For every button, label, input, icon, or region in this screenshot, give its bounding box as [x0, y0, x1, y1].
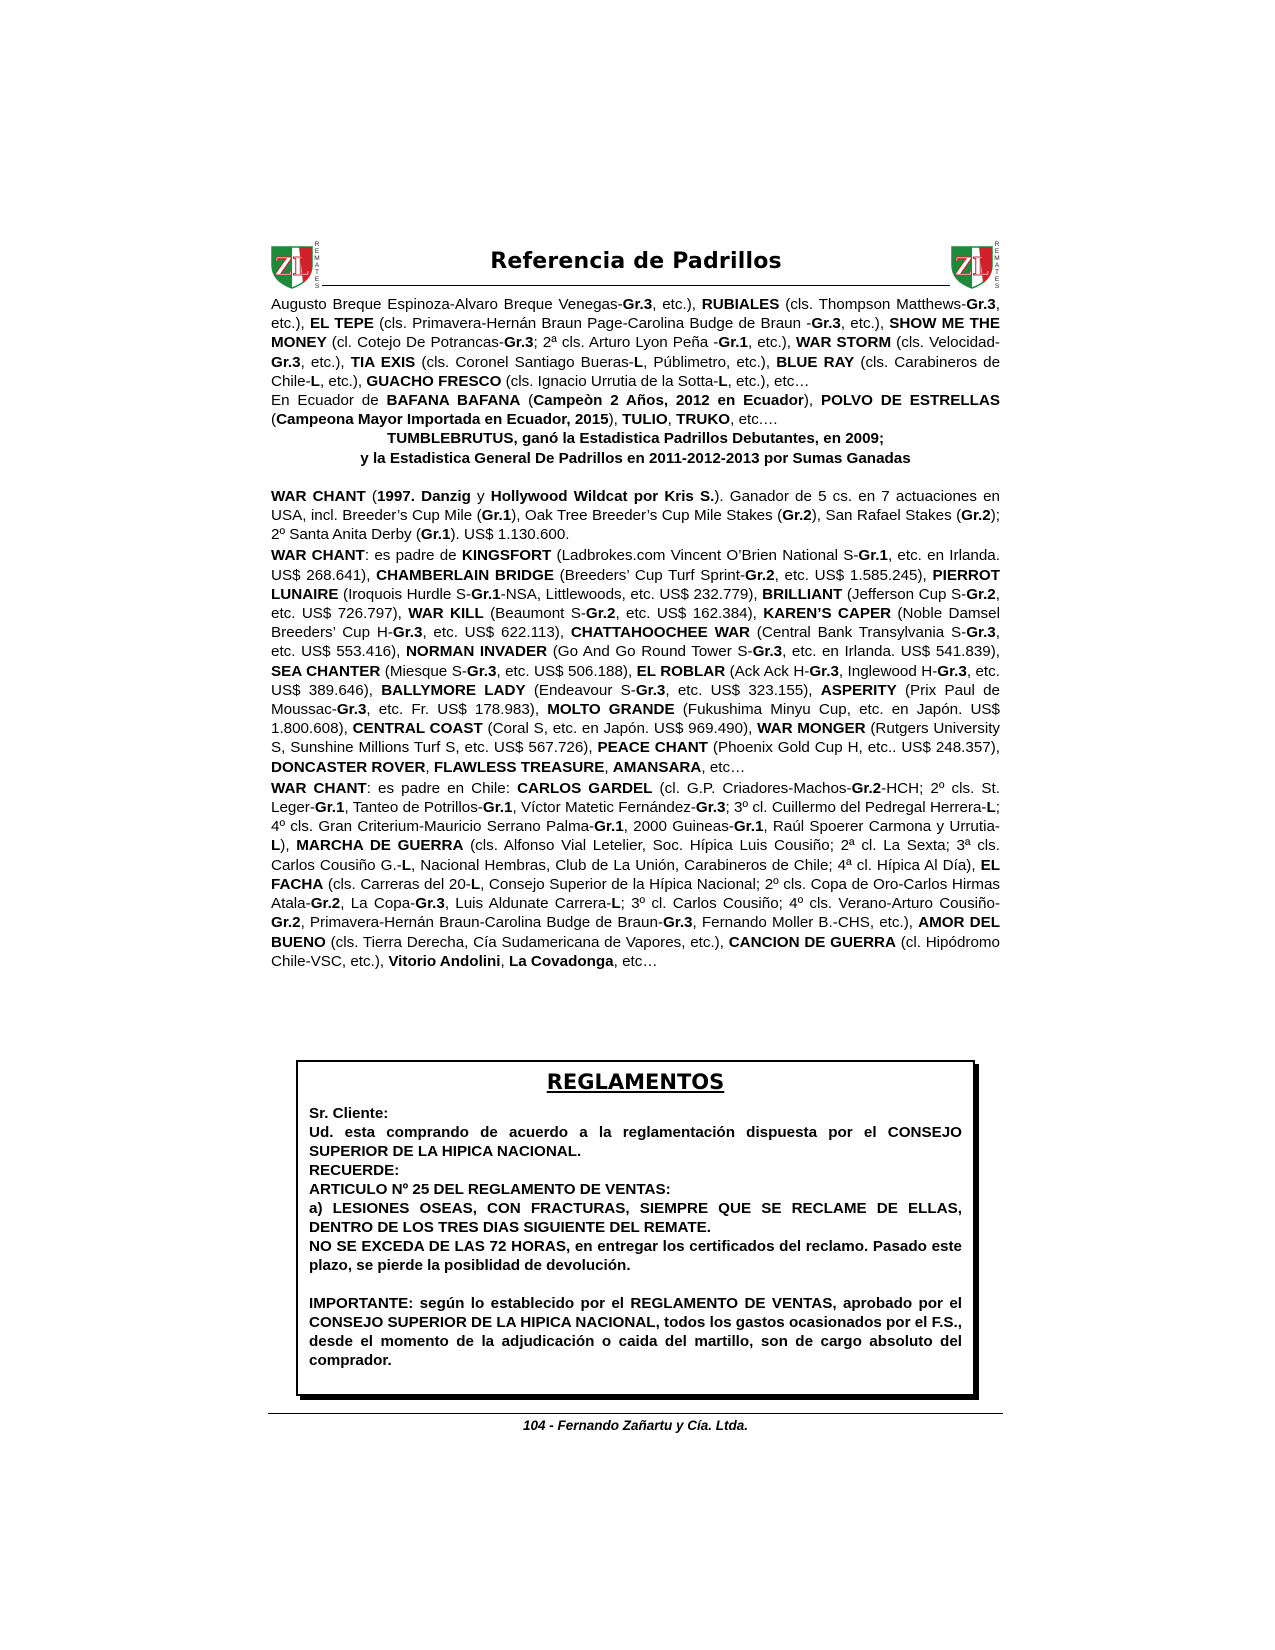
- bold-text: GUACHO FRESCO: [366, 372, 502, 390]
- text-run: ,: [425, 758, 434, 776]
- bold-text: L: [986, 799, 996, 817]
- bold-text: Gr.3: [695, 799, 726, 817]
- stats-line-2: y la Estadistica General De Padrillos en 2011-2012-2013 por Sumas Ganadas: [360, 449, 911, 467]
- text-run: ), San Rafael Stakes (: [811, 507, 962, 525]
- text-run: (cl. G.P. Criadores-Machos-: [652, 779, 852, 797]
- paragraph-war-chant-chile: [271, 779, 1000, 971]
- text-run: (Miesque S-: [380, 662, 467, 680]
- text-run: (cls. Thompson Matthews-: [779, 296, 967, 313]
- bold-text: BRILLIANT: [762, 585, 843, 603]
- text-run: (: [520, 392, 534, 410]
- text-run: , etc. US$ 553.416),: [271, 624, 1000, 661]
- text-run: (: [365, 487, 377, 505]
- bold-text: POLVO DE ESTRELLAS: [820, 392, 1001, 410]
- reglamentos-box: [296, 1060, 975, 1396]
- bold-text: Gr.3: [415, 895, 445, 913]
- paragraph-chilean-progeny-cont: [271, 295, 1000, 391]
- bold-text: MOLTO GRANDE: [547, 701, 675, 719]
- bold-text: Gr.1: [718, 334, 748, 352]
- regla-line: IMPORTANTE: según lo establecido por el REGLAMENTO DE VENTAS, aprobado por el CONSEJO SUPERIOR DE LA HIPICA NACIONAL, todos los gastos ocasionados por el F.S., desde el momento de la adjudicación o caida del martillo, son de cargo absoluto del comprador.: [309, 1295, 962, 1369]
- bold-text: BALLYMORE LADY: [381, 681, 526, 699]
- bold-text: Gr.3: [752, 643, 783, 661]
- bold-text: Gr.1: [481, 507, 512, 525]
- text-run: , etc.),: [652, 296, 702, 313]
- text-run: ),: [608, 411, 623, 429]
- text-run: , etc…: [701, 758, 746, 776]
- bold-text: NORMAN INVADER: [405, 643, 548, 661]
- bold-text: Hollywood Wildcat por Kris S.: [490, 487, 715, 505]
- text-run: , etc.),: [319, 372, 367, 390]
- bold-text: L: [633, 353, 644, 371]
- bold-text: CARLOS GARDEL: [517, 779, 653, 797]
- text-run: (Central Bank Transylvania S-: [750, 624, 967, 642]
- text-run: , etc. en Irlanda. US$ 541.839),: [782, 643, 1001, 661]
- regla-line: Ud. esta comprando de acuerdo a la reglamentación dispuesta por el CONSEJO SUPERIOR DE LA HIPICA NACIONAL.: [309, 1124, 962, 1160]
- bold-text: EL ROBLAR: [636, 662, 726, 680]
- text-run: , etc.),: [271, 296, 1000, 333]
- shield-icon: [950, 243, 994, 289]
- text-run: ,: [667, 411, 677, 429]
- text-run: , etc.),: [300, 353, 351, 371]
- text-run: (Beaumont S-: [483, 605, 586, 623]
- text-run: , etc. US$ 506.188),: [496, 662, 637, 680]
- bold-text: L: [611, 895, 621, 913]
- text-run: (Endeavour S-: [525, 681, 636, 699]
- text-run: (cls. Coronel Santiago Bueras-: [415, 353, 634, 371]
- text-run: (Breeders’ Cup Turf Sprint-: [553, 566, 746, 584]
- svg-text:ZL: ZL: [274, 252, 310, 281]
- bold-text: AMANSARA: [612, 758, 702, 776]
- text-run: ), Oak Tree Breeder’s Cup Mile Stakes (: [511, 507, 783, 525]
- title-divider: [322, 285, 950, 286]
- text-run: (Jefferson Cup S-: [842, 585, 967, 603]
- footer-divider: [268, 1413, 1003, 1414]
- bold-text: Gr.1: [420, 526, 451, 544]
- text-run: (: [271, 411, 277, 429]
- text-run: (cls. Primavera-Hernán Braun Page-Carolina Budge de Braun -: [373, 315, 812, 333]
- bold-text: TRUKO: [676, 411, 731, 429]
- text-run: , Tanteo de Potrillos-: [344, 799, 483, 817]
- text-run: , La Copa-: [340, 895, 416, 913]
- bold-text: WAR MONGER: [757, 720, 866, 738]
- bold-text: Campeòn 2 Años, 2012 en Ecuador: [533, 392, 804, 410]
- bold-text: Gr.3: [271, 353, 301, 371]
- bold-text: Gr.2: [782, 507, 812, 525]
- text-run: , Luis Aldunate Carrera-: [444, 895, 612, 913]
- text-run: ),: [280, 837, 297, 855]
- bold-text: CANCION DE GUERRA: [728, 933, 896, 951]
- text-run: (cl. Cotejo De Potrancas-: [326, 334, 504, 352]
- bold-text: Gr.3: [336, 701, 367, 719]
- page-header: [270, 241, 1002, 291]
- text-run: , etc.),: [840, 315, 890, 333]
- text-run: ),: [803, 392, 821, 410]
- zl-remates-logo-right: [950, 241, 1002, 291]
- text-run: Augusto Breque Espinoza-Alvaro Breque Venegas-: [271, 296, 623, 313]
- bold-text: Gr.2: [961, 507, 991, 525]
- bold-text: Gr.1: [471, 585, 501, 603]
- text-run: -HCH; 2º cls. St. Leger-: [271, 779, 1000, 817]
- text-run: , etc.…: [730, 411, 779, 429]
- bold-text: SEA CHANTER: [271, 662, 381, 680]
- text-run: , Consejo Superior de la Hípica Nacional; 2º cls. Copa de Oro-Carlos Hirmas Atala-: [271, 875, 1000, 913]
- text-run: : es padre en Chile:: [366, 779, 518, 797]
- bold-text: L: [401, 856, 412, 874]
- bold-text: Gr.2: [585, 605, 616, 623]
- text-run: ; 2ª cls. Arturo Lyon Peña -: [533, 334, 719, 352]
- text-run: , etc.),: [747, 334, 797, 352]
- text-run: , etc. US$ 389.646),: [271, 662, 1000, 699]
- bold-text: WAR KILL: [408, 605, 484, 623]
- bold-text: L: [271, 837, 281, 855]
- text-run: y: [470, 487, 491, 505]
- bold-text: MARCHA DE GUERRA: [296, 837, 464, 855]
- bold-text: BLUE RAY: [776, 353, 855, 371]
- text-run: , Fernando Moller B.-CHS, etc.),: [692, 914, 919, 932]
- paragraph-ecuador-progeny: [271, 391, 1000, 429]
- text-run: , etc. US$ 323.155),: [665, 681, 821, 699]
- text-run: ; 3º cl. Cuillermo del Pedregal Herrera-: [725, 799, 987, 817]
- stats-line-1: TUMBLEBRUTUS, ganó la Estadistica Padrillos Debutantes, en 2009;: [386, 430, 885, 448]
- text-run: ,: [604, 758, 613, 776]
- text-run: , Raúl Spoerer Carmona y Urrutia-: [763, 818, 1000, 836]
- bold-text: Gr.3: [811, 315, 841, 333]
- text-run: , etc. US$ 622.113),: [422, 624, 571, 642]
- bold-text: Gr.1: [482, 799, 513, 817]
- bold-text: Gr.2: [966, 585, 996, 603]
- text-run: , Inglewood H-: [838, 662, 938, 680]
- bold-text: Campeona Mayor Importada en Ecuador, 2015: [276, 411, 609, 429]
- bold-text: Gr.3: [635, 681, 666, 699]
- paragraph-war-chant-progeny: [271, 546, 1000, 776]
- bold-text: Gr.3: [503, 334, 534, 352]
- bold-text: Gr.1: [858, 547, 888, 565]
- text-run: ). US$ 1.130.600.: [450, 526, 570, 544]
- bold-text: CENTRAL COAST: [352, 720, 483, 738]
- text-run: , etc. en Irlanda. US$ 268.641),: [271, 547, 1000, 584]
- bold-text: CHAMBERLAIN BRIDGE: [376, 566, 554, 584]
- zl-remates-logo: [270, 241, 322, 291]
- text-run: (Iroquois Hurdle S-: [338, 585, 472, 603]
- bold-text: L: [310, 372, 320, 390]
- bold-text: FLAWLESS TREASURE: [433, 758, 605, 776]
- bold-text: WAR CHANT: [271, 547, 365, 565]
- bold-text: La Covadonga: [508, 952, 614, 970]
- bold-text: Gr.3: [622, 296, 653, 313]
- text-run: ); 2º Santa Anita Derby (: [271, 507, 1000, 544]
- bold-text: RUBIALES: [701, 296, 780, 313]
- regla-line: Sr. Cliente:: [309, 1105, 389, 1122]
- text-run: , etc. Fr. US$ 178.983),: [366, 701, 548, 719]
- text-run: , Víctor Matetic Fernández-: [512, 799, 696, 817]
- bold-text: L: [470, 875, 481, 893]
- text-run: (Phoenix Gold Cup H, etc.. US$ 248.357),: [707, 739, 1000, 757]
- paragraph-war-chant-record: [271, 487, 1000, 545]
- text-run: (cls. Tierra Derecha, Cía Sudamericana de Vapores, etc.),: [325, 933, 729, 951]
- logo-word: R E M A T E S: [994, 241, 1000, 290]
- bold-text: WAR STORM: [796, 334, 892, 352]
- bold-text: Gr.3: [966, 624, 996, 642]
- bold-text: KAREN’S CAPER: [763, 605, 892, 623]
- page-title: Referencia de Padrillos: [490, 249, 782, 274]
- text-run: (cls. Velocidad-: [891, 334, 1000, 352]
- text-run: (cl. Hipódromo Chile-VSC, etc.),: [271, 933, 1000, 970]
- bold-text: PEACE CHANT: [597, 739, 708, 757]
- bold-text: Gr.1: [733, 818, 764, 836]
- bold-text: SHOW ME THE MONEY: [271, 315, 1000, 352]
- text-run: (Noble Damsel Breeders’ Cup H-: [271, 605, 1000, 642]
- text-run: ). Ganador de 5 cs. en 7 actuaciones en USA, incl. Breeder’s Cup Mile (: [271, 487, 1000, 525]
- bold-text: Vitorio Andolini: [388, 952, 501, 970]
- text-run: , Públimetro, etc.),: [643, 353, 777, 371]
- text-run: -NSA, Littlewoods, etc. US$ 232.779),: [500, 585, 763, 603]
- bold-text: Gr.2: [310, 895, 341, 913]
- text-run: (Ack Ack H-: [725, 662, 810, 680]
- bold-text: Gr.3: [937, 662, 967, 680]
- text-run: (cls. Carabineros de Chile-: [271, 353, 1001, 390]
- bold-text: Gr.1: [594, 818, 624, 836]
- text-run: (cls. Ignacio Urrutia de la Sotta-: [501, 372, 719, 390]
- bold-text: AMOR DEL BUENO: [271, 914, 1000, 951]
- bold-text: EL TEPE: [309, 315, 374, 333]
- bold-text: WAR CHANT: [271, 487, 366, 505]
- text-run: , etc. US$ 726.797),: [271, 585, 1000, 623]
- text-run: (Rutgers University S, Sunshine Millions Turf S, etc. US$ 567.726),: [271, 720, 1001, 757]
- bold-text: L: [718, 372, 728, 390]
- text-run: ,: [500, 952, 509, 970]
- bold-text: BAFANA BAFANA: [386, 392, 521, 410]
- text-run: : es padre de: [364, 547, 462, 565]
- bold-text: WAR CHANT: [271, 779, 367, 797]
- bold-text: Gr.3: [392, 624, 423, 642]
- reglamentos-body: [309, 1104, 962, 1370]
- bold-text: Gr.2: [851, 779, 882, 797]
- bold-text: CHATTAHOOCHEE WAR: [570, 624, 751, 642]
- text-run: (Go And Go Round Tower S-: [547, 643, 753, 661]
- bold-text: PIERROT LUNAIRE: [271, 566, 1000, 603]
- bold-text: Gr.3: [466, 662, 497, 680]
- shield-icon: [270, 243, 314, 289]
- svg-text:ZL: ZL: [954, 252, 990, 281]
- page-footer: 104 - Fernando Zañartu y Cía. Ltda.: [522, 1418, 749, 1433]
- regla-line: a) LESIONES OSEAS, CON FRACTURAS, SIEMPRE QUE SE RECLAME DE ELLAS, DENTRO DE LOS TRES DIAS SIGUIENTE DEL REMATE.: [309, 1200, 962, 1236]
- text-run: , Primavera-Hernán Braun-Carolina Budge de Braun-: [300, 914, 663, 932]
- bold-text: Gr.3: [662, 914, 693, 932]
- bold-text: Gr.3: [966, 296, 996, 313]
- regla-line: ARTICULO Nº 25 DEL REGLAMENTO DE VENTAS:: [309, 1181, 671, 1198]
- bold-text: Gr.1: [314, 799, 345, 817]
- bold-text: ASPERITY: [820, 681, 897, 699]
- logo-word: R E M A T E S: [314, 241, 320, 290]
- text-run: , Nacional Hembras, Club de La Unión, Carabineros de Chile; 4ª cl. Hípica Al Día),: [411, 856, 981, 874]
- text-run: En Ecuador de: [271, 392, 387, 410]
- text-run: ; 4º cls. Gran Criterium-Mauricio Serrano Palma-: [271, 799, 1000, 836]
- bold-text: TIA EXIS: [350, 353, 416, 371]
- reglamentos-title: REGLAMENTOS: [546, 1070, 725, 1094]
- text-run: , etc. US$ 162.384),: [615, 605, 764, 623]
- text-run: (cls. Alfonso Vial Letelier, Soc. Hípica Luis Cousiño; 2ª cl. La Sexta; 3ª cls. Carlos Cousiño G.-: [271, 837, 1000, 874]
- bold-text: EL FACHA: [271, 856, 1001, 893]
- text-run: , etc.), etc…: [727, 372, 810, 390]
- bold-text: Gr.2: [745, 566, 775, 584]
- bold-text: 1997. Danzig: [376, 487, 471, 505]
- text-run: , etc. US$ 1.585.245),: [774, 566, 933, 584]
- bold-text: Gr.2: [271, 914, 301, 932]
- text-run: ; 3º cl. Carlos Cousiño; 4º cls. Verano-Arturo Cousiño-: [620, 895, 1000, 913]
- text-run: (Prix Paul de Moussac-: [271, 681, 1000, 719]
- text-run: (Fukushima Minyu Cup, etc. en Japón. US$ 1.800.608),: [271, 701, 1001, 738]
- text-run: (Ladbrokes.com Vincent O’Brien National S-: [551, 547, 859, 565]
- bold-text: TULIO: [622, 411, 668, 429]
- regla-line: NO SE EXCEDA DE LAS 72 HORAS, en entregar los certificados del reclamo. Pasado este plazo, se pierde la posiblidad de devolución.: [309, 1238, 962, 1274]
- text-run: (Coral S, etc. en Japón. US$ 969.490),: [482, 720, 758, 738]
- bold-text: KINGSFORT: [461, 547, 552, 565]
- bold-text: Gr.3: [809, 662, 839, 680]
- text-run: , 2000 Guineas-: [623, 818, 734, 836]
- document-body: [271, 295, 1000, 971]
- bold-text: DONCASTER ROVER: [271, 758, 426, 776]
- text-run: , etc…: [613, 952, 658, 970]
- text-run: (cls. Carreras del 20-: [323, 875, 471, 893]
- regla-line: RECUERDE:: [309, 1162, 400, 1179]
